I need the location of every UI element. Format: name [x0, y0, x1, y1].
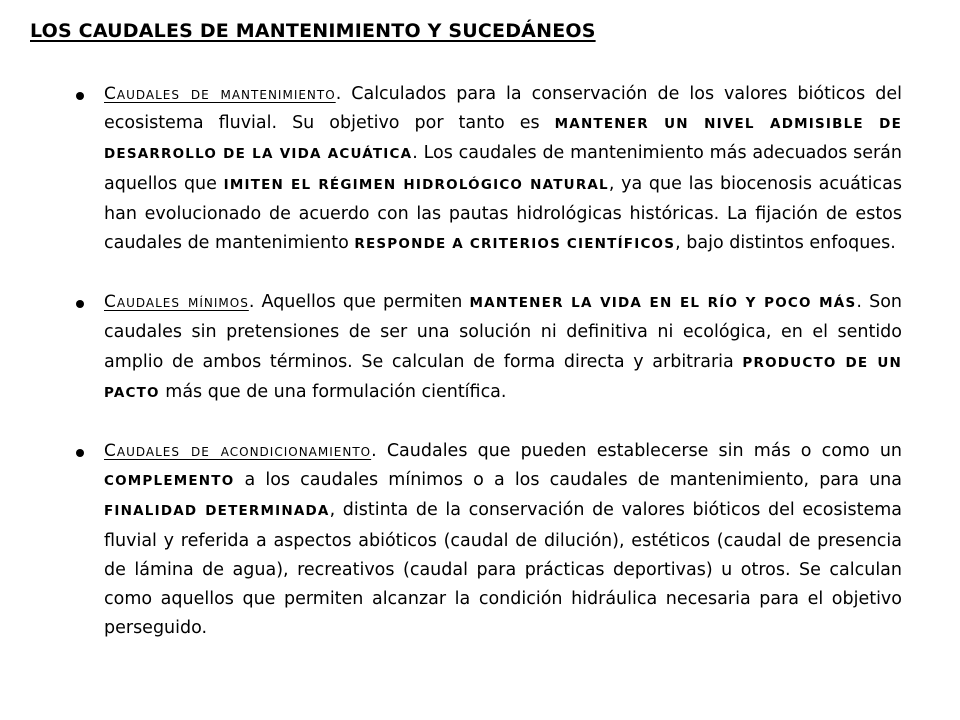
text-segment: , distinta de la conservación de valores bióticos del ecosistema fluvial y referida a aspectos abióticos (caudal de dilución), estéticos (caudal de presencia de lámina de agua), recreativos (caudal para prácticas deportivas) u otros. Se calculan como aquellos que permiten alcanzar la condición hidráulica necesaria para el objetivo perseguido. [104, 500, 902, 639]
emphasis-text: MANTENER UN NIVEL ADMISIBLE DE DESARROLLO DE LA VIDA ACUÁTICA [104, 116, 902, 163]
emphasis-text: FINALIDAD DETERMINADA [104, 503, 330, 520]
term-heading: Caudales mínimos [104, 292, 249, 313]
term-heading: Caudales de acondicionamiento [104, 441, 372, 462]
bullet-list [70, 80, 902, 672]
text-segment: . Son caudales sin pretensiones de ser una solución ni definitiva ni ecológica, en el sentido amplio de ambos términos. Se calculan de forma directa y arbitraria [104, 292, 902, 372]
text-segment: . Calculados para la conservación de los valores bióticos del ecosistema fluvial. Su objetivo por tanto es [104, 84, 902, 134]
list-item-text [104, 437, 902, 643]
list-item-caudales-mantenimiento [70, 80, 902, 259]
bullet-icon [76, 300, 84, 308]
term-heading: Caudales de mantenimiento [104, 84, 336, 104]
list-item-caudales-acondicionamiento [70, 437, 902, 643]
emphasis-text: COMPLEMENTO [104, 473, 235, 490]
emphasis-text: PRODUCTO DE UN PACTO [104, 354, 902, 401]
text-segment: , ya que las biocenosis acuáticas han evolucionado de acuerdo con las pautas hidrológicas históricas. La fijación de estos caudales de mantenimiento [104, 173, 902, 254]
emphasis-text: IMITEN EL RÉGIMEN HIDROLÓGICO NATURAL [223, 176, 609, 193]
emphasis-text: RESPONDE A CRITERIOS CIENTÍFICOS [354, 236, 676, 253]
emphasis-text: MANTENER LA VIDA EN EL RÍO Y POCO MÁS [469, 295, 857, 312]
list-item-text [104, 288, 902, 408]
bullet-icon [76, 449, 84, 457]
bullet-icon [76, 92, 84, 100]
text-segment: . Aquellos que permiten [248, 292, 470, 313]
text-segment: . Los caudales de mantenimiento más adecuados serán aquellos que [104, 143, 902, 194]
page-title: LOS CAUDALES DE MANTENIMIENTO Y SUCEDÁNEOS [30, 20, 596, 42]
text-segment: . Caudales que pueden establecerse sin más o como un [371, 441, 903, 462]
text-segment: , bajo distintos enfoques. [675, 233, 896, 254]
text-segment: a los caudales mínimos o a los caudales de mantenimiento, para una [234, 470, 902, 491]
list-item-caudales-minimos [70, 288, 902, 408]
text-segment: más que de una formulación científica. [159, 381, 507, 402]
list-item-text [104, 80, 902, 259]
